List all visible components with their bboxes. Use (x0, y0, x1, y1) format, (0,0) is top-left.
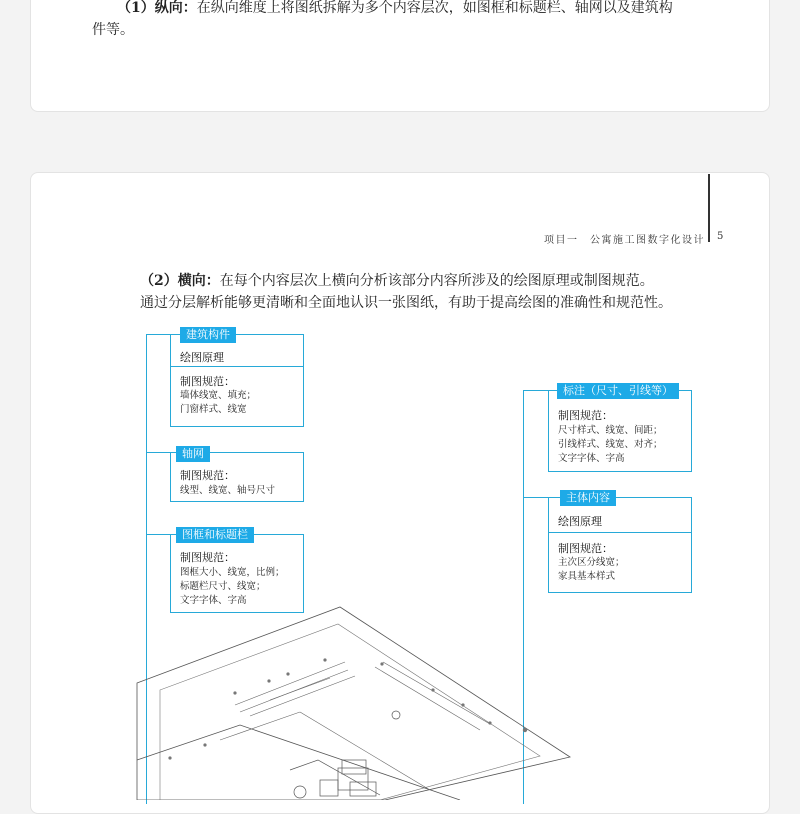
tag-annotation: 标注（尺寸、引线等） (557, 383, 679, 399)
box-divider (549, 532, 691, 533)
principle-title: 绘图原理 (180, 351, 224, 364)
spec-line: 图框大小、线宽，比例； (180, 567, 285, 578)
spec-title: 制图规范： (558, 409, 613, 422)
principle-title: 绘图原理 (558, 515, 602, 528)
tag-frame-title-block: 图框和标题栏 (176, 527, 254, 543)
spec-line: 引线样式、线宽、对齐； (558, 439, 663, 450)
spec-line: 门窗样式、线宽 (180, 404, 247, 415)
page-number: 5 (717, 231, 725, 242)
spec-line: 文字字体、字高 (180, 595, 247, 606)
spec-line: 尺寸样式、线宽、间距； (558, 425, 663, 436)
page-card (30, 172, 770, 814)
box-main-content (548, 497, 692, 593)
spec-title: 制图规范： (180, 375, 235, 388)
tag-grid: 轴网 (176, 446, 210, 462)
horizontal-label: （2）横向： (140, 273, 220, 289)
box-building-components (170, 334, 304, 427)
horizontal-text-line1: 在每个内容层次上横向分析该部分内容所涉及的绘图原理或制图规范。 (219, 273, 654, 289)
left-connector (146, 334, 147, 804)
vertical-text-line2: 件等。 (92, 22, 134, 38)
vertical-label: （1）纵向： (117, 0, 197, 16)
box-annotation (548, 390, 692, 472)
spec-line: 标题栏尺寸、线宽； (180, 581, 266, 592)
box-frame-title-block (170, 534, 304, 613)
spec-title: 制图规范： (558, 542, 613, 555)
right-connector (523, 390, 524, 804)
tag-main-content: 主体内容 (560, 490, 616, 506)
tag-building-components: 建筑构件 (180, 327, 236, 343)
spec-line: 文字字体、字高 (558, 453, 625, 464)
paragraph-horizontal-line1 (140, 270, 654, 292)
horizontal-text-line2: 通过分层解析能够更清晰和全面地认识一张图纸，有助于提高绘图的准确性和规范性。 (140, 295, 672, 311)
spec-title: 制图规范： (180, 469, 235, 482)
spec-line: 家具基本样式 (558, 571, 616, 582)
box-divider (171, 366, 303, 367)
spec-line: 主次区分线宽； (558, 557, 625, 568)
spec-line: 墙体线宽、填充； (180, 390, 257, 401)
spec-line: 线型、线宽、轴号尺寸 (180, 485, 276, 496)
running-header: 项目一 公寓施工图数字化设计 (544, 235, 705, 246)
vertical-text-line1: 在纵向维度上将图纸拆解为多个内容层次，如图框和标题栏、轴网以及建筑构 (196, 0, 673, 16)
header-rule (708, 174, 710, 242)
spec-title: 制图规范： (180, 551, 235, 564)
